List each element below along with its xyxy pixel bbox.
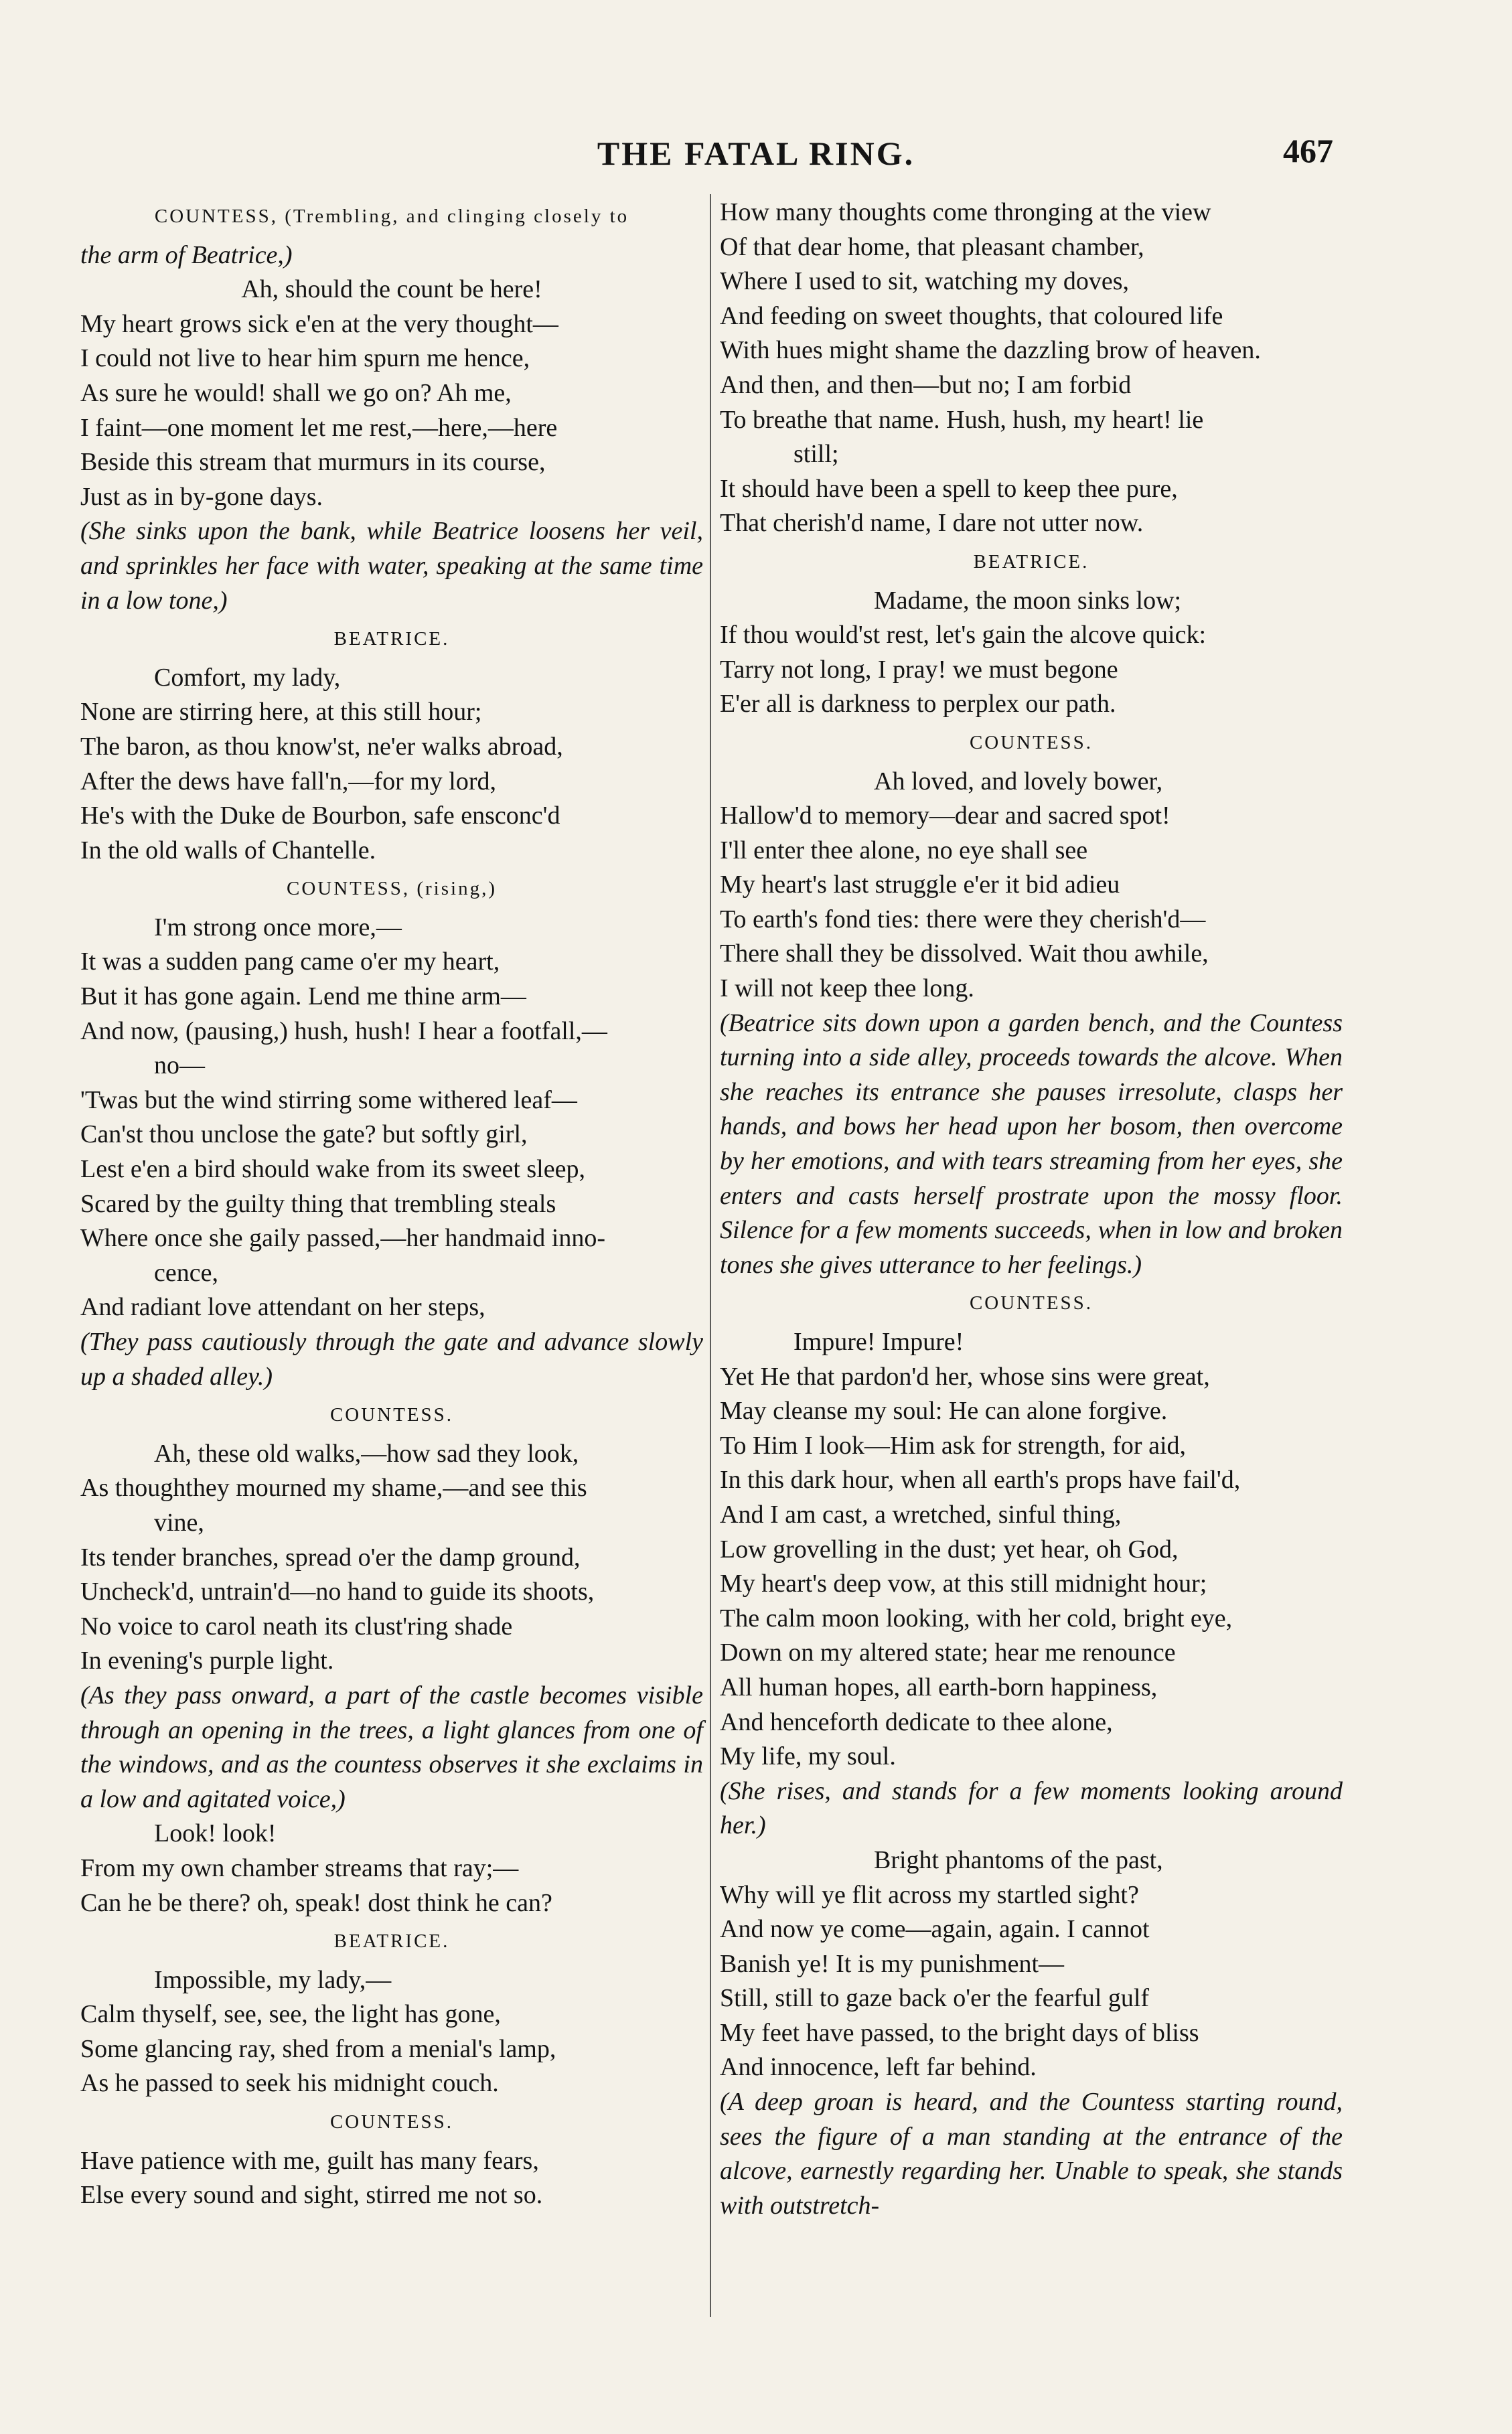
verse-line: Lest e'en a bird should wake from its sweet sleep, [80,1155,585,1184]
verse-line: I could not live to hear him spurn me hence, [80,344,530,373]
verse-line: Just as in by-gone days. [80,482,323,511]
verse-line: Ah loved, and lovely bower, [874,767,1163,795]
verse-line: Tarry not long, I pray! we must begone [720,655,1118,684]
stage-direction: (They pass cautiously through the gate and advance slowly up a shaded alley.) [80,1328,703,1391]
verse-line: Some glancing ray, shed from a menial's lamp, [80,2034,556,2063]
stage-direction: (She rises, and stands for a few moments looking around her.) [720,1776,1343,1840]
verse-line: And then, and then—but no; I am forbid [720,370,1132,399]
verse-line: How many thoughts come thronging at the view [720,198,1211,226]
verse-line: And now ye come—again, again. I cannot [720,1915,1150,1944]
verse-line: No voice to carol neath its clust'ring shade [80,1612,513,1641]
stage-direction: the arm of Beatrice,) [80,240,293,269]
verse-line: If thou would'st rest, let's gain the alcove quick: [720,621,1207,650]
verse-line: And radiant love attendant on her steps, [80,1293,485,1322]
verse-line: Where once she gaily passed,—her handmaid inno- [80,1224,606,1253]
stage-direction: (Beatrice sits down upon a garden bench, and the Countess turning into a side alley, proceeds towards the alcove. When she reaches its entrance she pauses irresolute, clasps her hands, and bows her head upon her bosom, then overcome by her emotions, and with tears streaming from her eyes, she enters and casts herself prostrate upon the mossy floor. Silence for a few moments succeeds, when in low and broken tones she gives utterance to her feelings.) [720,1008,1343,1279]
speaker-heading: BEATRICE. [973,550,1089,573]
verse-line: Have patience with me, guilt has many fears, [80,2146,539,2175]
verse-line: As thoughthey mourned my shame,—and see this [80,1474,587,1503]
verse-line: After the dews have fall'n,—for my lord, [80,767,496,795]
verse-line: The baron, as thou know'st, ne'er walks abroad, [80,732,563,761]
verse-line: Calm thyself, see, see, the light has gone, [80,2000,501,2029]
stage-direction: (She sinks upon the bank, while Beatrice loosens her veil, and sprinkles her face with water, speaking at the same time in a low tone,) [80,517,703,615]
verse-line: Low grovelling in the dust; yet hear, oh God, [720,1535,1179,1564]
verse-line: Else every sound and sight, stirred me not so. [80,2181,543,2210]
verse-line: My heart's last struggle e'er it bid adieu [720,870,1120,899]
verse-line: All human hopes, all earth-born happiness, [720,1673,1158,1701]
verse-line: And I am cast, a wretched, sinful thing, [720,1500,1122,1529]
running-title: THE FATAL RING. [597,135,915,172]
speaker-heading: COUNTESS. [969,731,1093,753]
verse-line: In this dark hour, when all earth's props have fail'd, [720,1466,1241,1495]
verse-line: Its tender branches, spread o'er the damp ground, [80,1543,581,1572]
verse-line: Still, still to gaze back o'er the fearful gulf [720,1984,1150,2013]
verse-line: As he passed to seek his midnight couch. [80,2069,499,2098]
verse-line: To Him I look—Him ask for strength, for aid, [720,1431,1187,1460]
verse-line: There shall they be dissolved. Wait thou awhile, [720,939,1209,968]
verse-line: no— [154,1051,205,1080]
verse-line: Can he be there? oh, speak! dost think he can? [80,1888,552,1917]
verse-line: And innocence, left far behind. [720,2053,1037,2082]
verse-line: He's with the Duke de Bourbon, safe ensconc'd [80,802,560,830]
verse-line: Ah, these old walks,—how sad they look, [154,1439,579,1468]
verse-line: Bright phantoms of the past, [874,1845,1163,1874]
verse-line: None are stirring here, at this still hour; [80,698,482,727]
verse-line: To earth's fond ties: there were they cherish'd— [720,905,1206,933]
verse-line: I will not keep thee long. [720,974,974,1003]
right-column [720,196,1343,2223]
column-divider [710,194,711,2317]
verse-line: Impure! Impure! [793,1328,964,1356]
speaker-heading: COUNTESS, (rising,) [287,878,497,900]
verse-line: It should have been a spell to keep thee pure, [720,474,1178,503]
verse-line: And henceforth dedicate to thee alone, [720,1707,1113,1736]
verse-line: I'm strong once more,— [154,913,402,941]
verse-line: With hues might shame the dazzling brow of heaven. [720,336,1261,365]
verse-line: Comfort, my lady, [154,663,341,692]
verse-line: From my own chamber streams that ray;— [80,1853,519,1882]
speaker-heading: BEATRICE. [333,628,450,650]
verse-line: Impossible, my lady,— [154,1965,392,1994]
speaker-heading: COUNTESS, (Trembling, and clinging closely to [154,206,629,227]
verse-line: Hallow'd to memory—dear and sacred spot! [720,802,1170,830]
verse-line: Beside this stream that murmurs in its course, [80,448,546,477]
verse-line: Madame, the moon sinks low; [874,586,1182,615]
verse-line: Yet He that pardon'd her, whose sins were great, [720,1362,1210,1391]
verse-line: Why will ye flit across my startled sight? [720,1880,1139,1909]
verse-line: E'er all is darkness to perplex our path. [720,690,1116,718]
verse-line: Ah, should the count be here! [241,275,542,304]
verse-line: And now, (pausing,) hush, hush! I hear a footfall,— [80,1016,607,1045]
page-number: 467 [1283,132,1333,169]
verse-line: still; [793,440,839,469]
verse-line: Scared by the guilty thing that trembling steals [80,1189,556,1218]
verse-line: It was a sudden pang came o'er my heart, [80,947,500,976]
verse-line: 'Twas but the wind stirring some withered leaf— [80,1085,577,1114]
verse-line: As sure he would! shall we go on? Ah me, [80,378,512,407]
verse-line: And feeding on sweet thoughts, that coloured life [720,301,1223,330]
verse-line: To breathe that name. Hush, hush, my heart! lie [720,405,1204,434]
speaker-heading: COUNTESS. [329,1404,454,1426]
verse-line: Uncheck'd, untrain'd—no hand to guide its shoots, [80,1578,595,1606]
verse-line: cence, [154,1258,218,1287]
verse-line: That cherish'd name, I dare not utter now. [720,509,1144,538]
speaker-heading: BEATRICE. [333,1930,450,1953]
verse-line: The calm moon looking, with her cold, bright eye, [720,1604,1233,1632]
speaker-heading: COUNTESS. [969,1292,1093,1314]
speaker-heading: COUNTESS. [329,2111,454,2133]
verse-line: Of that dear home, that pleasant chamber, [720,232,1144,261]
verse-line: In the old walls of Chantelle. [80,836,376,864]
verse-line: May cleanse my soul: He can alone forgive. [720,1397,1168,1426]
verse-line: But it has gone again. Lend me thine arm— [80,982,526,1011]
verse-line: Down on my altered state; hear me renounce [720,1639,1176,1667]
stage-direction: (A deep groan is heard, and the Countess starting round, sees the figure of a man standing at the entrance of the alcove, earnestly regarding her. Unable to speak, she stands with outstretch- [720,2088,1343,2220]
verse-line: Look! look! [154,1819,277,1848]
verse-line: Can'st thou unclose the gate? but softly girl, [80,1120,528,1149]
verse-line: I'll enter thee alone, no eye shall see [720,836,1088,864]
verse-line: I faint—one moment let me rest,—here,—here [80,413,558,442]
verse-line: My life, my soul. [720,1742,896,1771]
verse-line: My feet have passed, to the bright days of bliss [720,2018,1199,2047]
verse-line: My heart grows sick e'en at the very thought— [80,309,558,338]
verse-line: Where I used to sit, watching my doves, [720,267,1130,296]
verse-line: My heart's deep vow, at this still midnight hour; [720,1570,1207,1598]
stage-direction: (As they pass onward, a part of the castle becomes visible through an opening in the trees, a light glances from one of the windows, and as the countess observes it she exclaims in a low and agitated voice,) [80,1681,703,1813]
verse-line: vine, [154,1508,204,1537]
left-column [80,196,703,2213]
verse-line: Banish ye! It is my punishment— [720,1949,1065,1978]
verse-line: In evening's purple light. [80,1647,334,1675]
